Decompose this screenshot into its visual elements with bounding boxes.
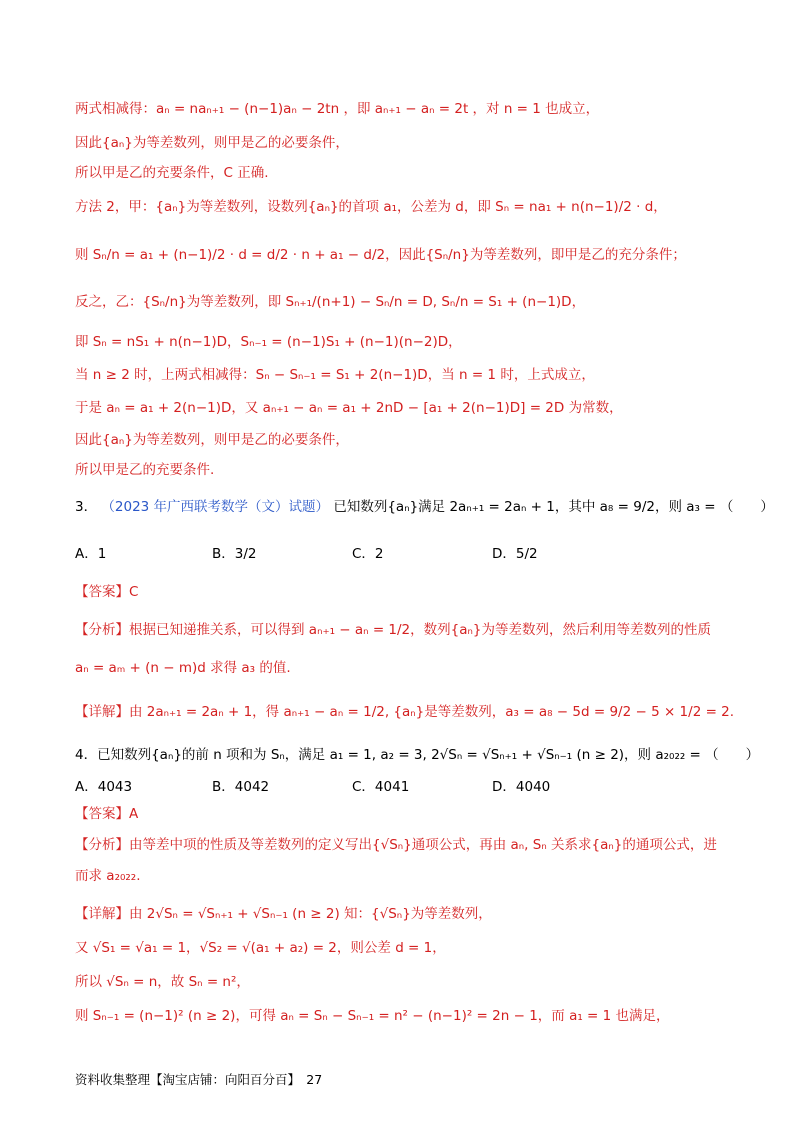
q4-option-b: B．4042 <box>212 779 270 795</box>
question-3-source: （2023 年广西联考数学（文）试题） <box>101 499 330 515</box>
solution-line-9: 于是 aₙ = a₁ + 2(n−1)D，又 aₙ₊₁ − aₙ = a₁ + 2nD − [a₁ + 2(n−1)D] = 2D 为常数， <box>75 400 623 416</box>
solution-line-1: 两式相减得：aₙ = naₙ₊₁ − (n−1)aₙ − 2tn ，即 aₙ₊₁ − aₙ = 2t ，对 n = 1 也成立， <box>75 101 600 117</box>
q4-option-a: A．4043 <box>75 779 133 795</box>
page-footer: 资料收集整理【淘宝店铺：向阳百分百】 27 <box>75 1072 323 1087</box>
solution-line-4: 方法 2，甲：{aₙ}为等差数列，设数列{aₙ}的首项 a₁，公差为 d，即 Sₙ = na₁ + n(n−1)/2 · d， <box>75 199 667 215</box>
solution-line-11: 所以甲是乙的充要条件. <box>75 462 215 478</box>
q4-answer: 【答案】A <box>75 806 139 822</box>
q3-option-a: A．1 <box>75 546 107 562</box>
q3-detail: 【详解】由 2aₙ₊₁ = 2aₙ + 1，得 aₙ₊₁ − aₙ = 1/2, {aₙ}是等差数列，a₃ = a₈ − 5d = 9/2 − 5 × 1/2 = 2. <box>75 704 735 720</box>
question-3-stem: 已知数列{aₙ}满足 2aₙ₊₁ = 2aₙ + 1，其中 a₈ = 9/2，则 a₃ = （ ） <box>333 499 774 515</box>
solution-line-5: 则 Sₙ/n = a₁ + (n−1)/2 · d = d/2 · n + a₁ − d/2，因此{Sₙ/n}为等差数列，即甲是乙的充分条件； <box>75 247 686 263</box>
q3-option-d: D．5/2 <box>492 546 538 562</box>
q3-option-c: C．2 <box>352 546 384 562</box>
question-3-number: 3． <box>75 499 98 515</box>
q3-analysis-cont: aₙ = aₘ + (n − m)d 求得 a₃ 的值. <box>75 660 291 676</box>
q4-option-d: D．4040 <box>492 779 551 795</box>
solution-line-8: 当 n ≥ 2 时，上两式相减得：Sₙ − Sₙ₋₁ = S₁ + 2(n−1)D，当 n = 1 时，上式成立， <box>75 367 595 383</box>
q4-detail-line-2: 又 √S₁ = √a₁ = 1，√S₂ = √(a₁ + a₂) = 2，则公差 d = 1， <box>75 940 446 956</box>
q4-detail-line-4: 则 Sₙ₋₁ = (n−1)² (n ≥ 2)，可得 aₙ = Sₙ − Sₙ₋₁ = n² − (n−1)² = 2n − 1，而 a₁ = 1 也满足， <box>75 1008 670 1024</box>
q4-detail-line-1: 【详解】由 2√Sₙ = √Sₙ₊₁ + √Sₙ₋₁ (n ≥ 2) 知：{√Sₙ}为等差数列， <box>75 906 492 922</box>
q4-detail-line-3: 所以 √Sₙ = n，故 Sₙ = n²， <box>75 974 250 990</box>
question-4-stem: 4．已知数列{aₙ}的前 n 项和为 Sₙ，满足 a₁ = 1, a₂ = 3, 2√Sₙ = √Sₙ₊₁ + √Sₙ₋₁ (n ≥ 2)，则 a₂₀₂₂ = （ ） <box>75 747 760 763</box>
q3-answer: 【答案】C <box>75 584 139 600</box>
question-3 <box>75 497 774 517</box>
solution-line-7: 即 Sₙ = nS₁ + n(n−1)D，Sₙ₋₁ = (n−1)S₁ + (n−1)(n−2)D， <box>75 334 462 350</box>
q3-option-b: B．3/2 <box>212 546 257 562</box>
q3-analysis: 【分析】根据已知递推关系，可以得到 aₙ₊₁ − aₙ = 1/2，数列{aₙ}为等差数列，然后利用等差数列的性质 <box>75 622 711 638</box>
solution-line-3: 所以甲是乙的充要条件，C 正确. <box>75 165 269 181</box>
solution-line-2: 因此{aₙ}为等差数列，则甲是乙的必要条件， <box>75 135 349 151</box>
solution-line-6: 反之，乙：{Sₙ/n}为等差数列，即 Sₙ₊₁/(n+1) − Sₙ/n = D, Sₙ/n = S₁ + (n−1)D， <box>75 294 586 310</box>
q4-option-c: C．4041 <box>352 779 410 795</box>
q4-analysis-cont: 而求 a₂₀₂₂. <box>75 868 141 884</box>
q4-analysis: 【分析】由等差中项的性质及等差数列的定义写出{√Sₙ}通项公式，再由 aₙ, Sₙ 关系求{aₙ}的通项公式，进 <box>75 837 717 853</box>
solution-line-10: 因此{aₙ}为等差数列，则甲是乙的必要条件， <box>75 432 349 448</box>
